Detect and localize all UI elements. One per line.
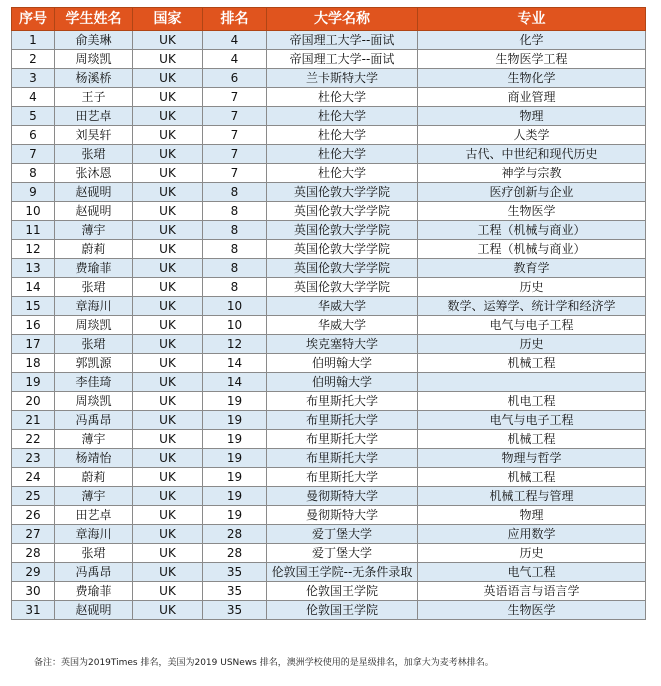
cell-country: UK	[133, 107, 203, 126]
cell-index: 30	[12, 582, 55, 601]
cell-student-name: 蔚莉	[55, 468, 133, 487]
cell-university: 英国伦敦大学学院	[267, 202, 418, 221]
table-row	[12, 240, 646, 259]
cell-rank: 35	[203, 563, 267, 582]
cell-rank: 14	[203, 373, 267, 392]
cell-rank: 19	[203, 468, 267, 487]
cell-rank: 6	[203, 69, 267, 88]
cell-rank: 10	[203, 316, 267, 335]
cell-index: 11	[12, 221, 55, 240]
cell-major: 生物医学工程	[418, 50, 646, 69]
table-row	[12, 221, 646, 240]
cell-rank: 8	[203, 183, 267, 202]
cell-rank: 8	[203, 240, 267, 259]
cell-country: UK	[133, 145, 203, 164]
cell-index: 5	[12, 107, 55, 126]
cell-student-name: 赵砚明	[55, 601, 133, 620]
cell-university: 伯明翰大学	[267, 354, 418, 373]
cell-rank: 19	[203, 392, 267, 411]
admission-table	[11, 7, 646, 620]
cell-index: 20	[12, 392, 55, 411]
cell-index: 13	[12, 259, 55, 278]
cell-student-name: 张珺	[55, 544, 133, 563]
cell-rank: 14	[203, 354, 267, 373]
table-row	[12, 202, 646, 221]
cell-major: 生物医学	[418, 601, 646, 620]
cell-rank: 8	[203, 221, 267, 240]
cell-index: 22	[12, 430, 55, 449]
cell-country: UK	[133, 183, 203, 202]
cell-university: 英国伦敦大学学院	[267, 221, 418, 240]
cell-country: UK	[133, 221, 203, 240]
cell-rank: 35	[203, 601, 267, 620]
cell-major: 机械工程	[418, 468, 646, 487]
cell-student-name: 薄宇	[55, 487, 133, 506]
cell-student-name: 郭凯源	[55, 354, 133, 373]
table-row	[12, 69, 646, 88]
cell-major: 神学与宗教	[418, 164, 646, 183]
cell-major: 电气与电子工程	[418, 411, 646, 430]
cell-country: UK	[133, 449, 203, 468]
cell-university: 兰卡斯特大学	[267, 69, 418, 88]
cell-student-name: 张沐恩	[55, 164, 133, 183]
cell-student-name: 杨靖怡	[55, 449, 133, 468]
cell-index: 12	[12, 240, 55, 259]
cell-student-name: 王子	[55, 88, 133, 107]
cell-index: 2	[12, 50, 55, 69]
cell-student-name: 张珺	[55, 278, 133, 297]
cell-index: 28	[12, 544, 55, 563]
cell-major	[418, 373, 646, 392]
table-row	[12, 525, 646, 544]
cell-country: UK	[133, 259, 203, 278]
cell-rank: 7	[203, 164, 267, 183]
cell-university: 杜伦大学	[267, 126, 418, 145]
cell-university: 布里斯托大学	[267, 411, 418, 430]
cell-student-name: 章海川	[55, 297, 133, 316]
cell-country: UK	[133, 164, 203, 183]
table-row	[12, 50, 646, 69]
table-row	[12, 145, 646, 164]
cell-country: UK	[133, 411, 203, 430]
cell-country: UK	[133, 544, 203, 563]
cell-index: 24	[12, 468, 55, 487]
cell-rank: 10	[203, 297, 267, 316]
cell-country: UK	[133, 582, 203, 601]
table-row	[12, 449, 646, 468]
header-row	[12, 8, 646, 31]
table-header	[12, 8, 646, 31]
footnote: 备注：英国为2019Times 排名，美国为2019 USNews 排名，澳洲学校使用的是星级排名，加拿大为麦考林排名。	[34, 658, 494, 668]
cell-country: UK	[133, 373, 203, 392]
header-student-name: 学生姓名	[55, 8, 133, 31]
cell-index: 19	[12, 373, 55, 392]
cell-index: 29	[12, 563, 55, 582]
cell-major: 教育学	[418, 259, 646, 278]
cell-student-name: 章海川	[55, 525, 133, 544]
cell-rank: 28	[203, 525, 267, 544]
cell-major: 生物医学	[418, 202, 646, 221]
cell-major: 历史	[418, 278, 646, 297]
cell-index: 23	[12, 449, 55, 468]
table-row	[12, 582, 646, 601]
cell-student-name: 冯禹昂	[55, 563, 133, 582]
cell-rank: 19	[203, 506, 267, 525]
table-row	[12, 601, 646, 620]
cell-university: 布里斯托大学	[267, 392, 418, 411]
cell-country: UK	[133, 468, 203, 487]
cell-university: 伯明翰大学	[267, 373, 418, 392]
cell-student-name: 薄宇	[55, 430, 133, 449]
cell-university: 布里斯托大学	[267, 430, 418, 449]
header-index: 序号	[12, 8, 55, 31]
header-rank: 排名	[203, 8, 267, 31]
cell-index: 31	[12, 601, 55, 620]
cell-major: 工程（机械与商业）	[418, 221, 646, 240]
cell-index: 4	[12, 88, 55, 107]
cell-major: 工程（机械与商业）	[418, 240, 646, 259]
cell-university: 帝国理工大学--面试	[267, 31, 418, 50]
cell-student-name: 张珺	[55, 145, 133, 164]
cell-rank: 19	[203, 430, 267, 449]
table-row	[12, 411, 646, 430]
cell-student-name: 田艺卓	[55, 506, 133, 525]
cell-country: UK	[133, 430, 203, 449]
table-row	[12, 430, 646, 449]
table-row	[12, 373, 646, 392]
table-row	[12, 88, 646, 107]
cell-index: 21	[12, 411, 55, 430]
cell-rank: 4	[203, 50, 267, 69]
table-row	[12, 259, 646, 278]
table-row	[12, 126, 646, 145]
cell-major: 化学	[418, 31, 646, 50]
cell-university: 曼彻斯特大学	[267, 487, 418, 506]
cell-major: 物理	[418, 506, 646, 525]
cell-university: 帝国理工大学--面试	[267, 50, 418, 69]
cell-university: 杜伦大学	[267, 107, 418, 126]
cell-university: 伦敦国王学院	[267, 601, 418, 620]
header-university: 大学名称	[267, 8, 418, 31]
cell-university: 爱丁堡大学	[267, 544, 418, 563]
table-row	[12, 487, 646, 506]
header-country: 国家	[133, 8, 203, 31]
cell-student-name: 李佳琦	[55, 373, 133, 392]
table-row	[12, 107, 646, 126]
cell-university: 华威大学	[267, 297, 418, 316]
cell-student-name: 田艺卓	[55, 107, 133, 126]
cell-major: 商业管理	[418, 88, 646, 107]
cell-rank: 4	[203, 31, 267, 50]
cell-student-name: 冯禹昂	[55, 411, 133, 430]
table-row	[12, 164, 646, 183]
cell-major: 历史	[418, 544, 646, 563]
cell-major: 数学、运筹学、统计学和经济学	[418, 297, 646, 316]
cell-university: 英国伦敦大学学院	[267, 278, 418, 297]
admission-table-container	[11, 7, 646, 620]
cell-country: UK	[133, 525, 203, 544]
cell-rank: 28	[203, 544, 267, 563]
cell-rank: 8	[203, 259, 267, 278]
cell-student-name: 刘昊轩	[55, 126, 133, 145]
cell-index: 16	[12, 316, 55, 335]
cell-student-name: 俞美琳	[55, 31, 133, 50]
cell-rank: 7	[203, 107, 267, 126]
cell-rank: 19	[203, 449, 267, 468]
cell-student-name: 蔚莉	[55, 240, 133, 259]
cell-major: 英语语言与语言学	[418, 582, 646, 601]
table-row	[12, 468, 646, 487]
table-row	[12, 335, 646, 354]
cell-student-name: 费瑜菲	[55, 582, 133, 601]
cell-index: 17	[12, 335, 55, 354]
cell-index: 10	[12, 202, 55, 221]
cell-university: 英国伦敦大学学院	[267, 183, 418, 202]
cell-index: 8	[12, 164, 55, 183]
cell-student-name: 赵砚明	[55, 183, 133, 202]
cell-major: 机械工程	[418, 430, 646, 449]
cell-major: 人类学	[418, 126, 646, 145]
cell-university: 杜伦大学	[267, 164, 418, 183]
cell-student-name: 周琰凯	[55, 392, 133, 411]
cell-university: 伦敦国王学院	[267, 582, 418, 601]
cell-major: 物理	[418, 107, 646, 126]
table-row	[12, 544, 646, 563]
cell-university: 爱丁堡大学	[267, 525, 418, 544]
cell-rank: 12	[203, 335, 267, 354]
cell-index: 6	[12, 126, 55, 145]
cell-rank: 35	[203, 582, 267, 601]
cell-university: 杜伦大学	[267, 145, 418, 164]
table-row	[12, 392, 646, 411]
cell-country: UK	[133, 31, 203, 50]
cell-major: 生物化学	[418, 69, 646, 88]
cell-student-name: 杨溪桥	[55, 69, 133, 88]
cell-university: 布里斯托大学	[267, 449, 418, 468]
cell-country: UK	[133, 126, 203, 145]
cell-country: UK	[133, 335, 203, 354]
cell-country: UK	[133, 392, 203, 411]
cell-index: 18	[12, 354, 55, 373]
cell-rank: 8	[203, 278, 267, 297]
cell-university: 英国伦敦大学学院	[267, 259, 418, 278]
table-row	[12, 297, 646, 316]
cell-student-name: 周琰凯	[55, 50, 133, 69]
table-row	[12, 563, 646, 582]
cell-rank: 7	[203, 126, 267, 145]
cell-index: 15	[12, 297, 55, 316]
cell-country: UK	[133, 88, 203, 107]
cell-student-name: 薄宇	[55, 221, 133, 240]
cell-country: UK	[133, 506, 203, 525]
cell-university: 杜伦大学	[267, 88, 418, 107]
cell-university: 英国伦敦大学学院	[267, 240, 418, 259]
cell-university: 埃克塞特大学	[267, 335, 418, 354]
cell-major: 医疗创新与企业	[418, 183, 646, 202]
cell-country: UK	[133, 278, 203, 297]
cell-rank: 19	[203, 411, 267, 430]
cell-rank: 7	[203, 88, 267, 107]
cell-university: 伦敦国王学院--无条件录取	[267, 563, 418, 582]
cell-major: 机械工程	[418, 354, 646, 373]
cell-major: 古代、中世纪和现代历史	[418, 145, 646, 164]
cell-major: 机电工程	[418, 392, 646, 411]
cell-student-name: 费瑜菲	[55, 259, 133, 278]
cell-country: UK	[133, 601, 203, 620]
table-row	[12, 183, 646, 202]
cell-university: 布里斯托大学	[267, 468, 418, 487]
cell-country: UK	[133, 297, 203, 316]
cell-index: 25	[12, 487, 55, 506]
cell-major: 历史	[418, 335, 646, 354]
cell-rank: 8	[203, 202, 267, 221]
table-row	[12, 316, 646, 335]
cell-country: UK	[133, 69, 203, 88]
cell-student-name: 周琰凯	[55, 316, 133, 335]
cell-index: 9	[12, 183, 55, 202]
cell-country: UK	[133, 316, 203, 335]
cell-index: 1	[12, 31, 55, 50]
cell-major: 物理与哲学	[418, 449, 646, 468]
table-body	[12, 31, 646, 620]
cell-country: UK	[133, 50, 203, 69]
cell-country: UK	[133, 354, 203, 373]
cell-university: 曼彻斯特大学	[267, 506, 418, 525]
cell-rank: 7	[203, 145, 267, 164]
table-row	[12, 506, 646, 525]
cell-country: UK	[133, 563, 203, 582]
table-row	[12, 278, 646, 297]
cell-index: 7	[12, 145, 55, 164]
cell-index: 3	[12, 69, 55, 88]
cell-student-name: 张珺	[55, 335, 133, 354]
cell-index: 27	[12, 525, 55, 544]
cell-student-name: 赵砚明	[55, 202, 133, 221]
cell-index: 26	[12, 506, 55, 525]
cell-university: 华威大学	[267, 316, 418, 335]
cell-country: UK	[133, 487, 203, 506]
header-major: 专业	[418, 8, 646, 31]
cell-index: 14	[12, 278, 55, 297]
table-row	[12, 31, 646, 50]
cell-rank: 19	[203, 487, 267, 506]
cell-major: 电气与电子工程	[418, 316, 646, 335]
cell-country: UK	[133, 202, 203, 221]
table-row	[12, 354, 646, 373]
cell-major: 机械工程与管理	[418, 487, 646, 506]
cell-major: 应用数学	[418, 525, 646, 544]
cell-major: 电气工程	[418, 563, 646, 582]
cell-country: UK	[133, 240, 203, 259]
